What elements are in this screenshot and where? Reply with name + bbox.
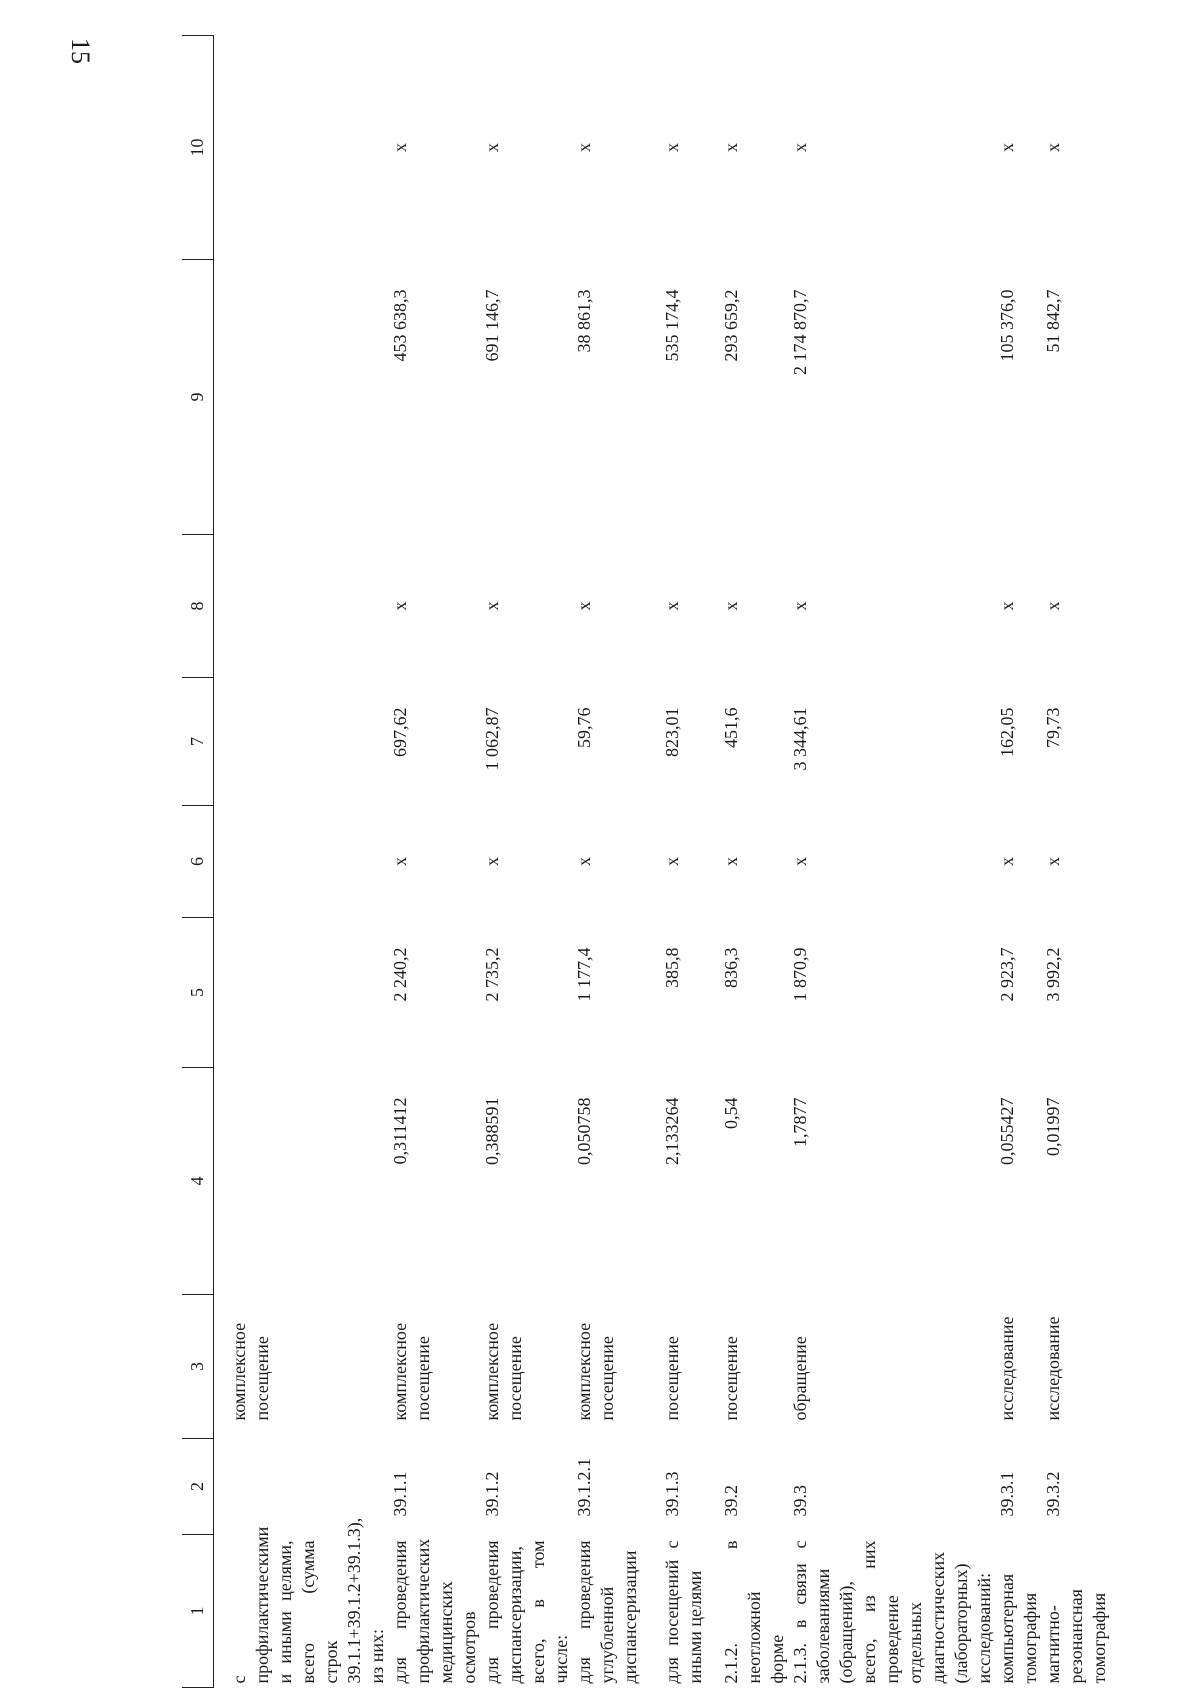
col-header-1: 1 xyxy=(182,1535,214,1688)
col-header-6: 6 xyxy=(182,806,214,918)
cell-col6: х xyxy=(1043,857,1063,866)
cell-col10: х xyxy=(997,143,1017,152)
cell-col10: х xyxy=(1043,143,1063,152)
cell-col6: х xyxy=(390,857,410,866)
rotated-table-container xyxy=(182,36,1109,1688)
cell-col8: х xyxy=(482,601,502,611)
table-row xyxy=(1042,36,1111,1688)
tariff-table xyxy=(182,35,1111,1688)
cell-col7: 59,76 xyxy=(574,707,594,748)
row-line-number: 39.3.1 xyxy=(997,1471,1017,1517)
row-label: для проведения диспансеризации, всего, в том числе: xyxy=(482,1540,571,1684)
row-unit: комплексное посещение xyxy=(574,1322,617,1421)
col-header-10: 10 xyxy=(182,36,214,260)
cell-col8: х xyxy=(997,601,1017,611)
cell-col4: 0,055427 xyxy=(997,1097,1017,1165)
cell-col5: 2 735,2 xyxy=(482,947,502,1002)
row-label: 2.1.2. в неотложной форме xyxy=(721,1540,787,1684)
cell-col9: 2 174 870,7 xyxy=(790,289,810,375)
cell-col4: 0,54 xyxy=(721,1097,741,1129)
col-header-3: 3 xyxy=(182,1295,214,1439)
row-label: для посещений с иными целями xyxy=(662,1540,705,1684)
row-line-number: 39.1.2 xyxy=(482,1471,502,1517)
row-unit: исследование xyxy=(1043,1316,1063,1421)
cell-col6: х xyxy=(574,857,594,866)
cell-col8: х xyxy=(574,601,594,611)
cell-col4: 2,133264 xyxy=(662,1097,682,1165)
cell-col6: х xyxy=(482,857,502,866)
cell-col6: х xyxy=(662,857,682,866)
table-row xyxy=(996,36,1042,1688)
cell-col9: 535 174,4 xyxy=(662,289,682,362)
cell-col4: 0,311412 xyxy=(390,1097,410,1165)
cell-col7: 79,73 xyxy=(1043,707,1063,748)
row-unit: посещение xyxy=(721,1336,741,1421)
row-label: компьютерная томография xyxy=(997,1573,1040,1684)
cell-col9: 293 659,2 xyxy=(721,289,741,362)
cell-col8: х xyxy=(1043,601,1063,611)
col-header-9: 9 xyxy=(182,260,214,535)
cell-col10: х xyxy=(390,143,410,152)
cell-col7: 451,6 xyxy=(721,707,741,748)
table-row xyxy=(720,36,789,1688)
cell-col6: х xyxy=(997,857,1017,866)
cell-col7: 3 344,61 xyxy=(790,707,810,771)
table-row xyxy=(389,36,481,1688)
cell-col5: 1 177,4 xyxy=(574,947,594,1002)
table-row xyxy=(481,36,573,1688)
cell-col9: 453 638,3 xyxy=(390,289,410,362)
cell-col5: 3 992,2 xyxy=(1043,947,1063,1002)
column-number-row xyxy=(182,36,214,1688)
cell-col7: 1 062,87 xyxy=(482,707,502,771)
row-unit: исследование xyxy=(997,1316,1017,1421)
cell-col4: 0,050758 xyxy=(574,1097,594,1165)
row-label: для проведения профилактических медицинских осмотров xyxy=(390,1538,479,1684)
cell-col8: х xyxy=(390,601,410,611)
cell-col7: 697,62 xyxy=(390,707,410,757)
col-header-7: 7 xyxy=(182,678,214,806)
table-row xyxy=(573,36,661,1688)
cell-col6: х xyxy=(790,857,810,866)
cell-col8: х xyxy=(662,601,682,611)
table-row xyxy=(214,36,390,1688)
table-row xyxy=(789,36,996,1688)
col-header-4: 4 xyxy=(182,1068,214,1295)
cell-col7: 823,01 xyxy=(662,707,682,757)
row-unit: комплексное посещение xyxy=(390,1322,433,1421)
cell-col8: х xyxy=(721,601,741,611)
cell-col9: 691 146,7 xyxy=(482,289,502,362)
row-unit: обращение xyxy=(790,1336,810,1421)
cell-col4: 1,7877 xyxy=(790,1097,810,1147)
row-line-number: 39.2 xyxy=(721,1485,741,1517)
row-unit: комплексное посещение xyxy=(229,1322,272,1421)
row-unit: комплексное посещение xyxy=(482,1322,525,1421)
row-line-number: 39.1.2.1 xyxy=(574,1458,594,1517)
cell-col5: 836,3 xyxy=(721,947,741,988)
row-label: 2.1.3. в связи с заболеваниями (обращений), всего, из них проведение отдельных диагностических (лабораторных) исследований: xyxy=(790,1540,994,1684)
row-line-number: 39.3 xyxy=(790,1485,810,1517)
cell-col5: 385,8 xyxy=(662,947,682,988)
row-line-number: 39.1.1 xyxy=(390,1471,410,1517)
row-line-number: 39.3.2 xyxy=(1043,1471,1063,1517)
cell-col6: х xyxy=(721,857,741,866)
cell-col5: 2 923,7 xyxy=(997,947,1017,1002)
cell-col10: х xyxy=(662,143,682,152)
cell-col7: 162,05 xyxy=(997,707,1017,757)
row-unit: посещение xyxy=(662,1336,682,1421)
row-label: для проведения углубленной диспансеризации xyxy=(574,1540,640,1684)
cell-col10: х xyxy=(574,143,594,152)
cell-col5: 2 240,2 xyxy=(390,947,410,1002)
cell-col10: х xyxy=(790,143,810,152)
cell-col4: 0,388591 xyxy=(482,1097,502,1165)
cell-col8: х xyxy=(790,601,810,611)
table-row xyxy=(661,36,720,1688)
row-label: магнитно-резонансная томография xyxy=(1043,1589,1109,1684)
page-number: 15 xyxy=(66,38,95,64)
cell-col10: х xyxy=(721,143,741,152)
row-line-number: 39.1.3 xyxy=(662,1471,682,1517)
cell-col10: х xyxy=(482,143,502,152)
col-header-8: 8 xyxy=(182,535,214,678)
col-header-2: 2 xyxy=(182,1439,214,1535)
cell-col9: 51 842,7 xyxy=(1043,289,1063,353)
cell-col9: 38 861,3 xyxy=(574,289,594,353)
row-label: с профилактическими и иными целями, всего (сумма строк 39.1.1+39.1.2+39.1.3), из них: xyxy=(229,1517,387,1684)
cell-col4: 0,01997 xyxy=(1043,1097,1063,1156)
col-header-5: 5 xyxy=(182,918,214,1068)
cell-col9: 105 376,0 xyxy=(997,289,1017,362)
cell-col5: 1 870,9 xyxy=(790,947,810,1002)
